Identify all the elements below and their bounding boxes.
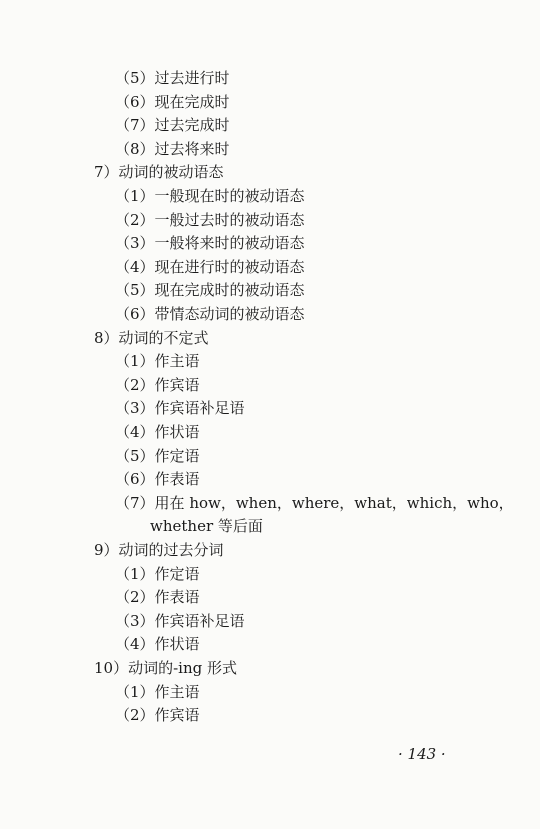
item-text: whether 等后面: [150, 517, 263, 536]
item-number: （5）: [115, 69, 155, 87]
list-item: [115, 351, 200, 371]
item-text: 动词的过去分词: [118, 541, 224, 559]
list-item: [115, 210, 305, 230]
item-text: 一般现在时的被动语态: [154, 187, 305, 205]
section-heading: [94, 328, 209, 348]
list-item: [115, 257, 305, 277]
item-number: （4）: [115, 423, 155, 441]
item-text: 作表语: [154, 588, 200, 607]
list-item: [115, 233, 305, 253]
item-text: 过去完成时: [154, 116, 230, 135]
item-number: （1）: [115, 352, 155, 371]
item-number: （2）: [115, 375, 155, 394]
list-item: [115, 682, 200, 702]
item-number: （1）: [115, 564, 155, 583]
item-number: （3）: [115, 611, 155, 630]
item-text: 现在完成时的被动语态: [154, 281, 305, 300]
item-number: （6）: [115, 305, 155, 323]
item-text: 一般将来时的被动语态: [154, 234, 305, 253]
item-number: 10）: [94, 659, 129, 677]
list-item: [115, 375, 200, 395]
page-number: · 143 ·: [398, 745, 446, 763]
item-text: 作宾语: [154, 375, 200, 394]
item-text: 作主语: [154, 352, 200, 371]
item-text: 作宾语: [154, 706, 200, 725]
item-number: 7）: [94, 163, 119, 182]
section-heading: [94, 162, 224, 182]
list-item: [115, 304, 305, 324]
list-item: [115, 68, 230, 88]
list-item: [115, 139, 230, 159]
item-text: 现在进行时的被动语态: [154, 257, 305, 276]
item-text: 动词的-ing 形式: [128, 659, 237, 677]
item-text: 作定语: [154, 446, 200, 465]
item-text: 过去进行时: [154, 69, 230, 87]
list-item: [115, 587, 200, 607]
item-text: 作状语: [154, 423, 200, 441]
list-item: [115, 398, 245, 418]
item-number: （7）: [115, 116, 155, 135]
list-item: [115, 115, 230, 135]
item-number: （5）: [115, 446, 155, 465]
item-number: 8）: [94, 328, 119, 347]
list-item: [115, 446, 200, 466]
list-item: [115, 564, 200, 584]
item-text: 动词的不定式: [118, 328, 209, 347]
list-item: [115, 469, 200, 489]
item-text: 作宾语补足语: [154, 399, 245, 418]
item-text: 带情态动词的被动语态: [154, 305, 305, 323]
item-number: （6）: [115, 92, 155, 111]
item-number: （3）: [115, 234, 155, 253]
item-number: （2）: [115, 210, 155, 229]
item-number: （4）: [115, 635, 155, 654]
item-number: （3）: [115, 399, 155, 418]
item-text: 动词的被动语态: [118, 163, 224, 182]
item-text: 现在完成时: [154, 92, 230, 111]
item-text: 作定语: [154, 564, 200, 583]
item-number: （7）: [115, 493, 155, 512]
item-text: 用在 how，when，where，what，which，who，: [154, 493, 514, 512]
item-text: 一般过去时的被动语态: [154, 210, 305, 229]
list-item: [115, 92, 230, 112]
item-number: （1）: [115, 682, 155, 701]
item-number: （1）: [115, 187, 155, 205]
item-number: （4）: [115, 257, 155, 276]
item-text: 作表语: [154, 470, 200, 489]
list-item: [115, 280, 305, 300]
section-heading: [94, 658, 237, 678]
item-text: 作主语: [154, 682, 200, 701]
item-number: （6）: [115, 470, 155, 489]
item-text: 作状语: [154, 635, 200, 654]
list-item: [115, 422, 200, 442]
item-number: （8）: [115, 139, 155, 158]
item-number: （2）: [115, 706, 155, 725]
section-heading: [94, 540, 224, 560]
list-item: [115, 705, 200, 725]
list-item: [150, 516, 263, 536]
item-text: 过去将来时: [154, 139, 230, 158]
list-item: [115, 634, 200, 654]
item-text: 作宾语补足语: [154, 611, 245, 630]
list-item: [115, 493, 514, 513]
item-number: 9）: [94, 541, 119, 559]
item-number: （5）: [115, 281, 155, 300]
item-number: （2）: [115, 588, 155, 607]
list-item: [115, 611, 245, 631]
list-item: [115, 186, 305, 206]
